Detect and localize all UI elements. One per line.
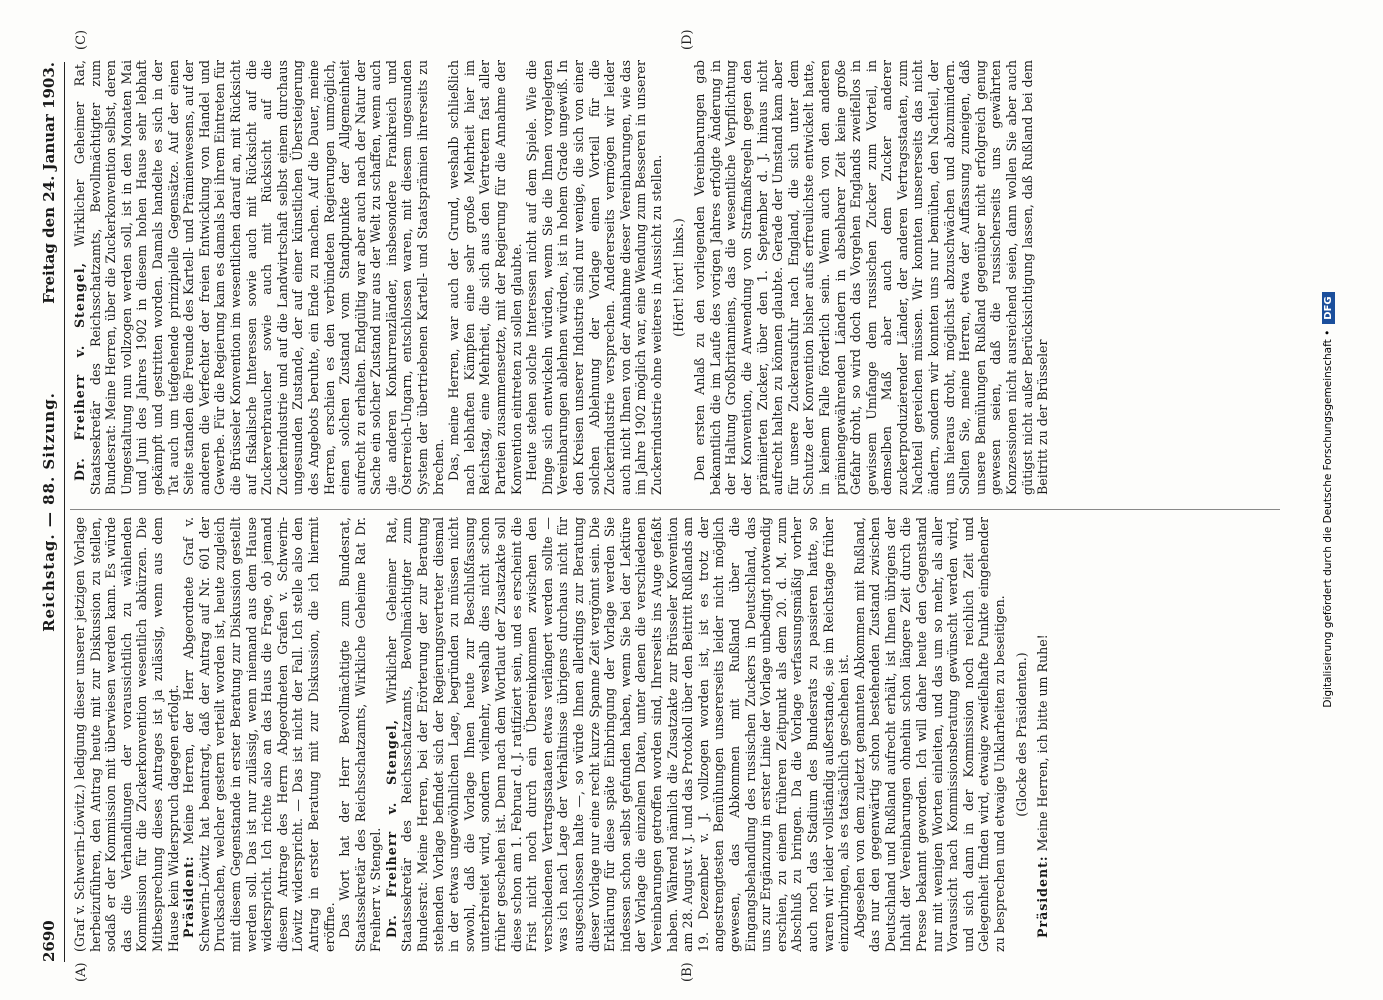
margin-marker-d: (D) — [680, 29, 695, 50]
paragraph: (Graf v. Schwerin-Löwitz.) ledigung dieser unserer jetzigen Vorlage herbeizuführen, den Antrag heute mit zur Diskussion zu stellen, sodaß er der Kommission mit überwiesen werden kann. Es würde das die Verhandlungen der voraussichtlich zu wählenden Kommission für die Zuckerkonvention wesentlich abkürzen. Die Mitbesprechung dieses Antrages ist ja zulässig, wenn aus dem Hause kein Widerspruch dagegen erfolgt. — [72, 517, 181, 952]
column-separator — [70, 509, 1280, 510]
speech-text: Meine Herren, der Herr Abgeordnete Graf v. Schwerin-Löwitz hat beantragt, daß der Antrag auf Nr. 601 der Drucksachen, welcher gestern verteilt worden ist, heute zugleich mit diesem Gegenstande in erster Beratung zur Diskussion gestellt werden soll. Das ist nur zulässig, wenn niemand aus dem Hause widerspricht. Ich richte also an das Haus die Frage, ob jemand diesem Antrage des Herrn Abgeordneten Grafen v. Schwerin-Löwitz widerspricht. — Das ist nicht der Fall. Ich stelle also den Antrag in erster Beratung mit zur Diskussion, die ich hiermit eröffne. — [181, 517, 337, 952]
page-number: 2690 — [40, 920, 58, 962]
left-column — [72, 517, 1282, 952]
paragraph: Das Wort hat der Herr Bevollmächtigte zum Bundesrat, Staatssekretär des Reichsschatzamts, Wirkliche Geheime Rat Dr. Freiherr v. Stengel. — [337, 517, 384, 952]
paragraph: Den ersten Anlaß zu den vorliegenden Vereinbarungen gab bekanntlich die im Laufe des vorigen Jahres erfolgte Änderung in der Haltung Großbritanniens, das die wesentliche Verpflichtung der Konvention, die Anwendung von Strafmaßregeln gegen den prämiierten Zucker, über den 1. September d. J. hinaus nicht aufrecht halten zu können glaubte. Gerade der Umstand kam aber für unsere Zuckerausfuhr nach England, die sich unter dem Schutze der Konvention bisher aufs erfreulichste entwickelt hatte, in keinem Falle förderlich sein. Wenn auch von den anderen prämiengewährenden Ländern in absehbarer Zeit keine große Gefahr droht, so wird doch das Vorgehen Englands zweifellos in gewissem Umfange dem russischen Zucker zum Vorteil, in demselben Maß aber auch dem Zucker anderer zuckerproduzierender Länder, der anderen Vertragsstaaten, zum Nachteil gereichen müssen. Wir konnten unsererseits das nicht ändern, sondern wir konnten uns nur bemühen, den Nachteil, der uns hieraus droht, möglichst abzuschwächen und abzumindern. Sollten Sie, meine Herren, etwa der Auffassung zuneigen, daß unsere Bemühungen Rußland gegenüber nicht erfolgreich genug gewesen seien, daß die russischerseits uns gewährten Konzessionen nicht ausreichend seien, dann wollen Sie aber auch gütigst nicht außer Berücksichtigung lassen, daß Rußland bei dem Beitritt zu der Brüsseler — [692, 60, 1051, 495]
speech-text: Wirklicher Geheimer Rat, Staatssekretär des Reichsschatzamts, Bevollmächtigter zum Bundesrat: Meine Herren, bei der Erörterung der zur Beratung stehenden Vorlage befindet sich der Regierungsvertreter diesmal in der etwas ungewöhnlichen Lage, begründen zu müssen nicht sowohl, daß die Vorlage Ihnen heute zur Beschlußfassung unterbreitet wird, sondern vielmehr, weshalb dies nicht schon früher geschehen ist. Denn nach dem Wortlaut der Zusatzakte soll diese schon am 1. Februar d. J. ratifiziert sein, und es erscheint die Frist nicht noch durch ein Übereinkommen zwischen den verschiedenen Vertragsstaaten etwas verlängert werden sollte — was ich nach Lage der Verhältnisse übrigens durchaus nicht für ausgeschlossen halte —, so würde Ihnen allerdings zur Beratung dieser Vorlage nur eine recht kurze Spanne Zeit vergönnt sein. Die Erklärung für diese späte Einbringung der Vorlage werden Sie indessen schon selbst gefunden haben, wenn Sie bei der Lektüre der Vorlage die einzelnen Daten, unter denen die verschiedenen Vereinbarungen getroffen worden sind, Ihrerseits ins Auge gefaßt haben. Während nämlich die Zusatzakte zur Brüsseler Konvention am 28. August v. J. und das Protokoll über den Beitritt Rußlands am 19. Dezember v. J. vollzogen worden ist, ist es trotz der angestrengtesten Bemühungen unsererseits leider nicht möglich gewesen, das Abkommen mit Rußland über die Eingangsbehandlung des russischen Zuckers in Deutschland, das uns zur Ergänzung in erster Linie der Vorlage unbedingt notwendig erschien, zu einem früheren Zeitpunkt als dem 20. d. M. zum Abschluß zu bringen. Da die Vorlage verfassungsmäßig vorher auch noch das Stadium des Bundesrats zu passieren hatte, so waren wir leider vollständig außerstande, sie im Reichstage früher einzubringen, als es tatsächlich geschehen ist. — [383, 517, 852, 952]
digitization-credit — [1322, 20, 1342, 980]
speaker-name: Dr. Freiherr v. Stengel, — [383, 718, 399, 938]
stage-direction: (Glocke des Präsidenten.) — [1013, 652, 1029, 817]
session-date: Freitag den 24. Januar 1903. — [40, 62, 58, 304]
speaker-name: Präsident: — [1035, 855, 1051, 938]
speech-text: Wirklicher Geheimer Rat, Staatssekretär des Reichsschatzamts, Bevollmächtigter zum Bundesrat: Meine Herren, über die Zuckerkonvention selbst, deren Umgestaltung nun vollzogen werden soll, ist in den Monaten Mai und Juni des Jahres 1902 in diesem hohen Hause sehr lebhaft gekämpft und gestritten worden. Damals handelte es sich in der Tat auch um tiefgehende prinzipielle Gegensätze. Auf der einen Seite standen die Freunde des Kartell- und Prämienwesens, auf der anderen die Verfechter der freien Entwicklung von Handel und Gewerbe. Für die Regierung kam es damals bei ihrem Eintreten für die Brüsseler Konvention im wesentlichen darauf an, mit Rücksicht auf fiskalische Interessen sowie auch mit Rücksicht auf die Zuckerverbraucher sowie auch mit Rücksicht auf die Zuckerindustrie und auf die Landwirtschaft selbst einem durchaus ungesunden Zustande, der auf einer künstlichen Übersteigerung des Angebots beruhte, ein Ende zu machen. Auf die Dauer, meine Herren, erschien es den verbündeten Regierungen unmöglich, einen solchen Zustand vom Standpunkte der Allgemeinheit aufrecht zu erhalten. Endgültig war aber auch nach der Natur der Sache ein solcher Zustand nur aus der Welt zu schaffen, wenn auch die anderen Konkurrenzländer, insbesondere Frankreich und Österreich-Ungarn, entschlossen waren, mit diesem ungesunden System der übertriebenen Kartell- und Staatsprämien ihrerseits zu brechen. — [72, 60, 446, 495]
speaker-name: Präsident: — [181, 855, 197, 938]
page-header — [40, 62, 62, 962]
right-column — [72, 60, 1282, 495]
header-rule — [64, 62, 65, 962]
paragraph — [72, 60, 446, 495]
paragraph — [384, 517, 852, 952]
paragraph — [1035, 517, 1051, 952]
paragraph: Abgesehen von dem zuletzt genannten Abkommen mit Rußland, das nur den gegenwärtig schon bestehenden Zustand zwischen Deutschland und Rußland aufrecht erhält, ist Ihnen übrigens der Inhalt der Vereinbarungen ohnehin schon längere Zeit durch die Presse bekannt geworden. Ich will daher heute den Gegenstand nur mit wenigen Worten einleiten, und das um so mehr, als aller Voraussicht nach Kommissionsberatung gewünscht werden wird, und sich dann in der Kommission noch reichlich Zeit und Gelegenheit finden wird, etwaige zweifelhafte Punkte eingehender zu besprechen und etwaige Unklarheiten zu beseitigen. — [851, 517, 1008, 952]
paragraph: Das, meine Herren, war auch der Grund, weshalb schließlich nach lebhaften Kämpfen eine sehr große Mehrheit hier im Reichstag, eine Mehrheit, die sich aus den Vertretern fast aller Parteien zusammensetzte, mit der Regierung für die Annahme der Konvention eintreten zu sollen glaubte. — [446, 60, 524, 495]
session-title: Reichstag. — 88. Sitzung. — [40, 392, 58, 632]
speech-text: Meine Herren, ich bitte um Ruhe! — [1035, 634, 1051, 856]
speaker-name: Dr. Freiherr v. Stengel, — [72, 261, 87, 481]
credit-text: Digitalisierung gefördert durch die Deutsche Forschungsgemeinschaft • — [1322, 329, 1334, 708]
paragraph — [181, 517, 337, 952]
dfg-logo: DFG — [1322, 292, 1335, 323]
margin-marker-c: (C) — [74, 29, 89, 50]
stage-direction: (Hört! hört! links.) — [670, 218, 686, 337]
paragraph: Heute stehen solche Interessen nicht auf dem Spiele. Wie die Dinge sich entwickeln würden, wenn Sie die Ihnen vorgelegten Vereinbarungen ablehnen würden, ist in hohem Grade ungewiß. In den Kreisen unserer Industrie sind nur wenige, die sich von einer solchen Ablehnung der Vorlage einen Vorteil für die Zuckerindustrie versprechen. Andererseits vermögen wir leider auch nicht Ihnen von der Annahme dieser Vereinbarungen, wie das im Jahre 1902 möglich war, eine Wendung zum Besseren in unserer Zuckerindustrie ohne weiteres in Aussicht zu stellen. — [524, 60, 664, 495]
margin-marker-a: (A) — [74, 962, 89, 982]
margin-marker-b: (B) — [680, 962, 695, 982]
